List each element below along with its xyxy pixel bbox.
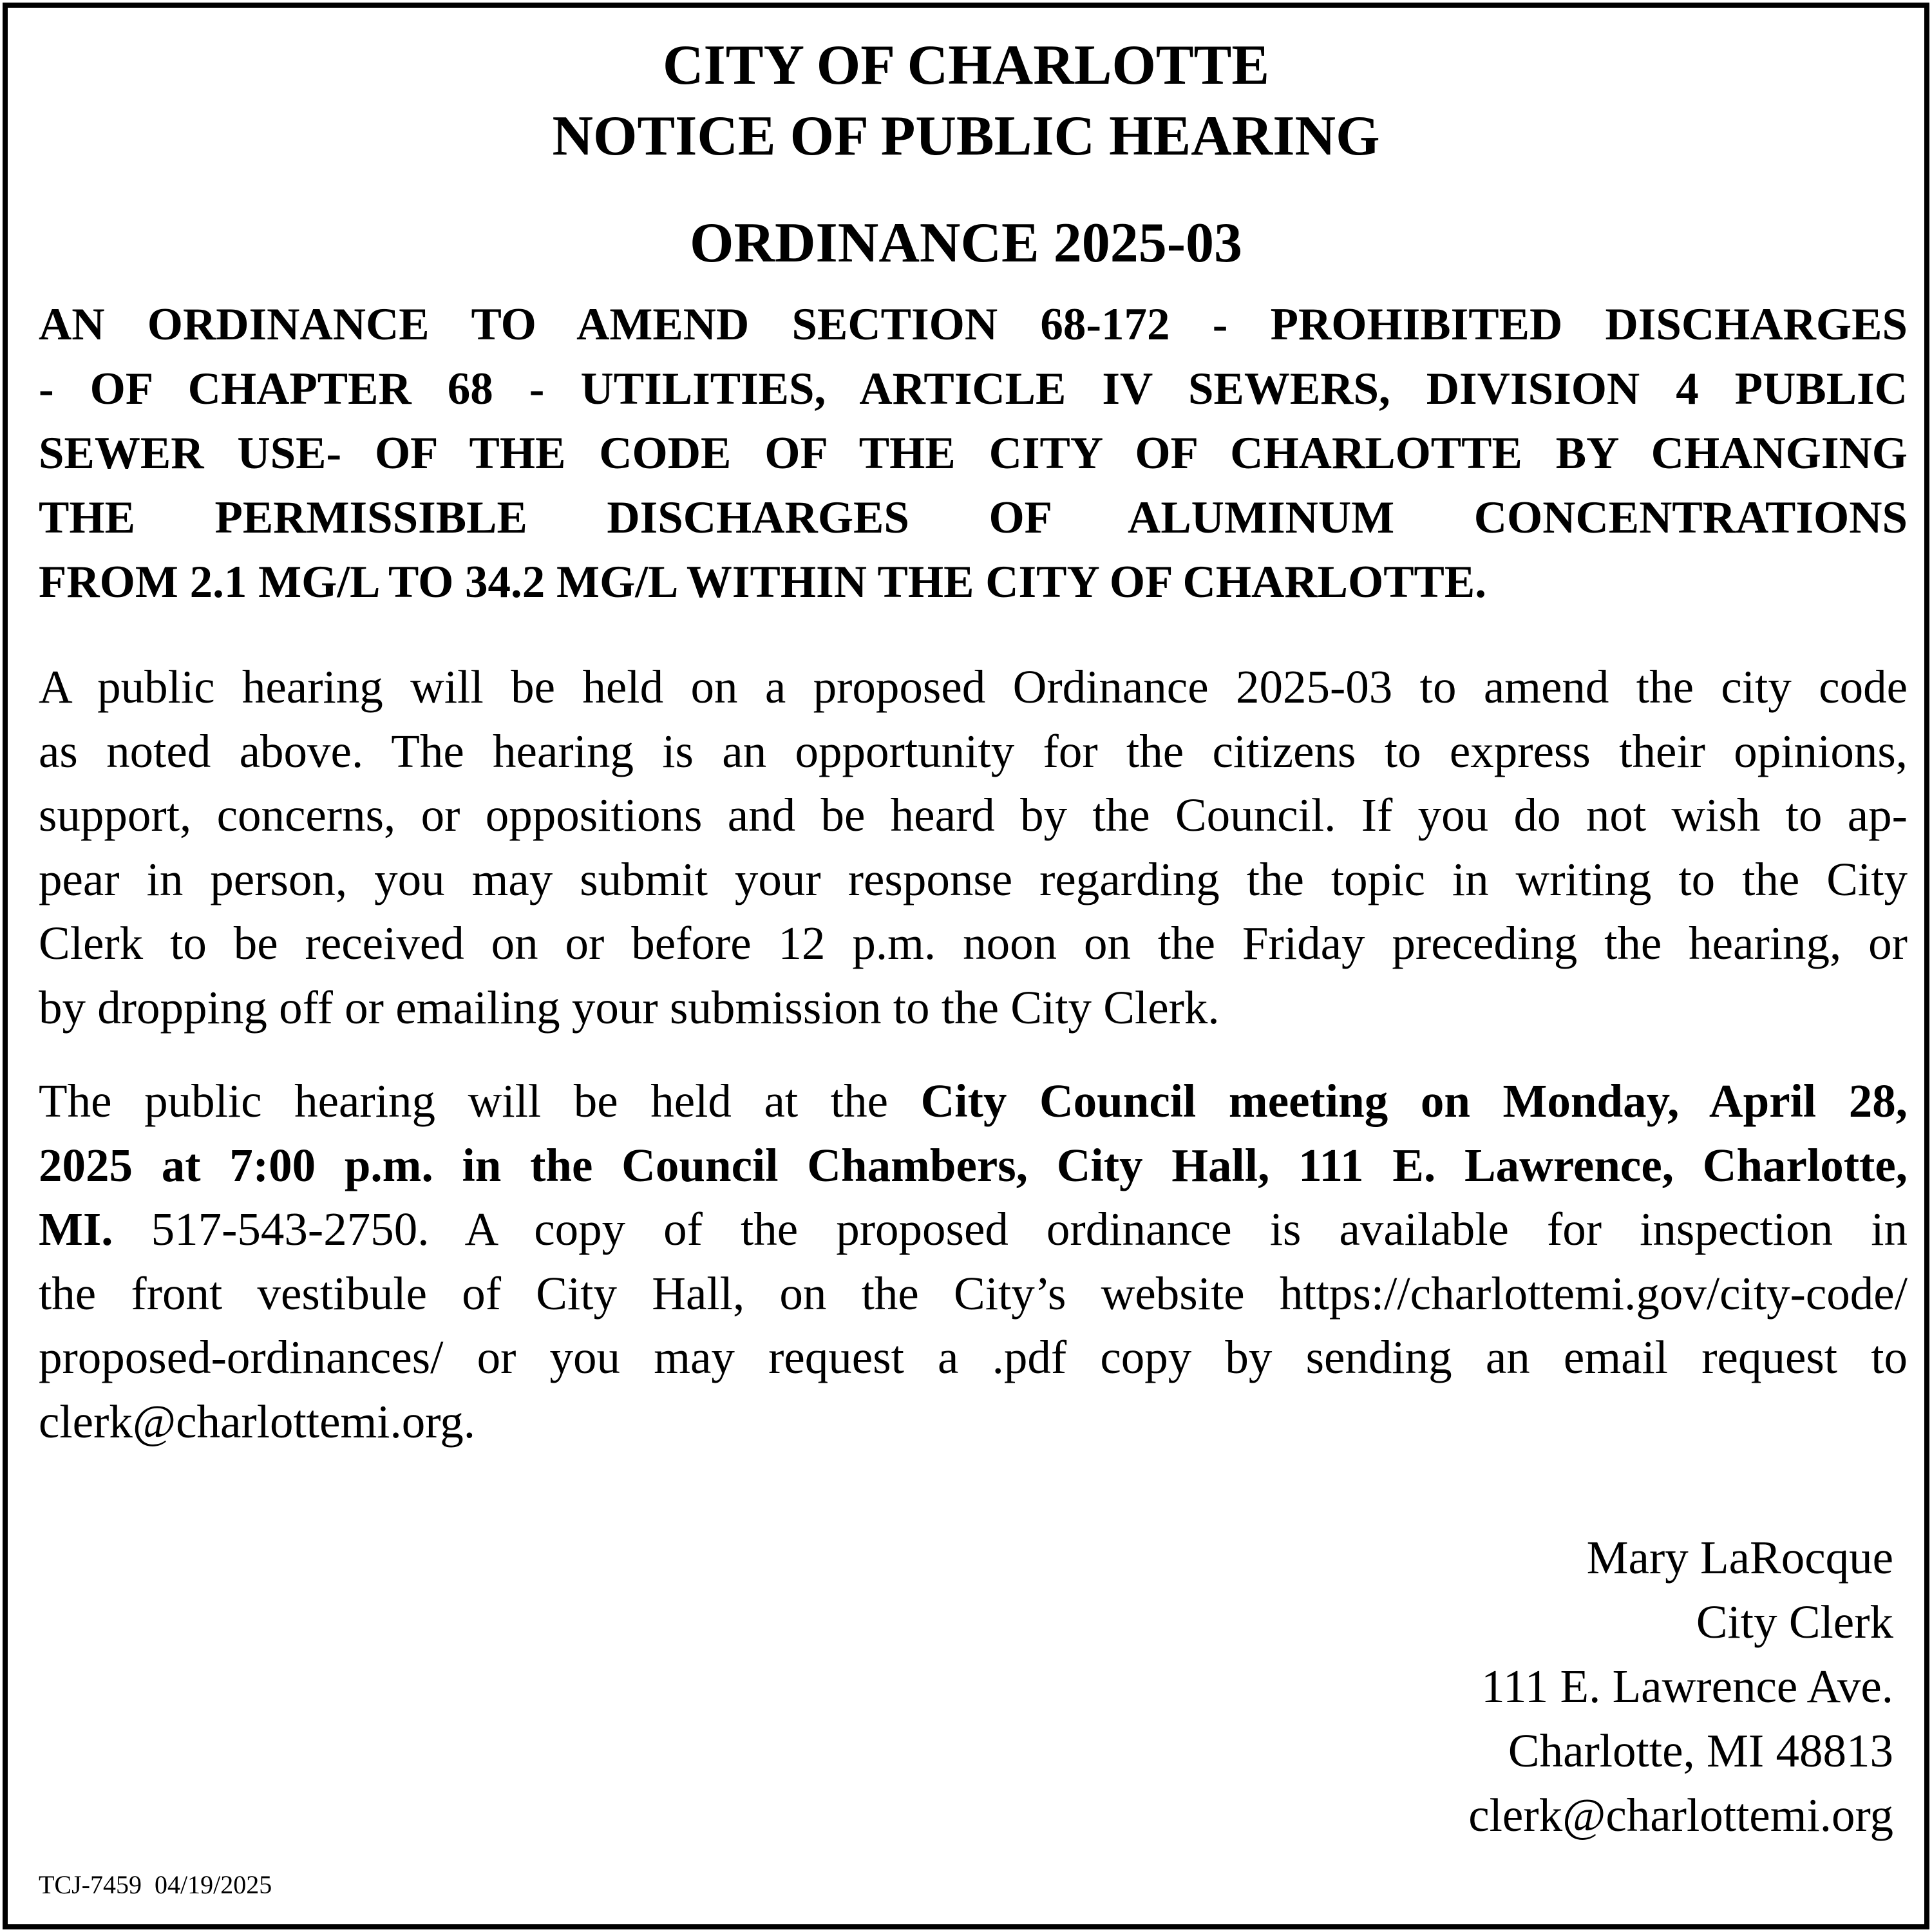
paragraph-line: by dropping off or emailing your submission to the City Clerk. xyxy=(39,981,1220,1034)
paragraph-line: pear in person, you may submit your response regarding the topic in writing to the City xyxy=(39,853,1908,905)
hearing-details-paragraph xyxy=(39,1069,1908,1454)
paragraph-line xyxy=(39,1197,1908,1262)
paragraph-line: A public hearing will be held on a proposed Ordinance 2025-03 to amend the city code xyxy=(39,661,1908,713)
paragraph-line: proposed-ordinances/ or you may request a .pdf copy by sending an email request to xyxy=(39,1331,1908,1383)
paragraph-line xyxy=(39,1133,1908,1198)
ordinance-title-line: THE PERMISSIBLE DISCHARGES OF ALUMINUM CONCENTRATIONS xyxy=(39,493,1908,543)
hearing-intro-text: The public hearing will be held at the xyxy=(39,1075,921,1127)
notice-heading: NOTICE OF PUBLIC HEARING xyxy=(552,105,1380,167)
ordinance-title-line: AN ORDINANCE TO AMEND SECTION 68-172 - PROHIBITED DISCHARGES xyxy=(39,299,1908,350)
meeting-date-text: City Council meeting on Monday, April 28, xyxy=(920,1075,1908,1127)
clerk-title: City Clerk xyxy=(1696,1596,1893,1648)
meeting-time-location-text: 2025 at 7:00 p.m. in the Council Chambers, City Hall, 111 E. Lawrence, Charlotte, xyxy=(39,1139,1908,1191)
publication-id: TCJ-7459 04/19/2025 xyxy=(39,1870,272,1899)
paragraph-line: as noted above. The hearing is an opportunity for the citizens to express their opinions, xyxy=(39,724,1908,777)
clerk-address: 111 E. Lawrence Ave. xyxy=(1481,1660,1893,1712)
meeting-state-text: MI. xyxy=(39,1203,113,1255)
signature-block xyxy=(1468,1526,1893,1848)
website-line[interactable]: the front vestibule of City Hall, on the City’s website https://charlottemi.gov/city-code/ xyxy=(39,1267,1908,1320)
clerk-city-state-zip: Charlotte, MI 48813 xyxy=(1508,1725,1893,1777)
paragraph-line xyxy=(39,1069,1908,1133)
city-heading: CITY OF CHARLOTTE xyxy=(662,34,1270,97)
ordinance-title-line: - OF CHAPTER 68 - UTILITIES, ARTICLE IV SEWERS, DIVISION 4 PUBLIC xyxy=(39,364,1908,414)
public-notice xyxy=(3,3,1929,1929)
ordinance-title xyxy=(39,292,1908,614)
clerk-name: Mary LaRocque xyxy=(1586,1531,1893,1584)
ordinance-title-line: SEWER USE- OF THE CODE OF THE CITY OF CHARLOTTE BY CHANGING xyxy=(39,428,1908,478)
hearing-description-paragraph xyxy=(39,655,1908,1039)
ordinance-title-line: FROM 2.1 MG/L TO 34.2 MG/L WITHIN THE CITY OF CHARLOTTE. xyxy=(39,557,1487,607)
ordinance-heading: ORDINANCE 2025-03 xyxy=(690,212,1242,274)
paragraph-line: support, concerns, or oppositions and be heard by the Council. If you do not wish to ap- xyxy=(39,789,1908,841)
clerk-email[interactable]: clerk@charlottemi.org xyxy=(1468,1789,1893,1841)
paragraph-line: Clerk to be received on or before 12 p.m. noon on the Friday preceding the hearing, or xyxy=(39,917,1908,969)
phone-and-copy-text: 517-543-2750. A copy of the proposed ordinance is available for inspection in xyxy=(113,1203,1908,1255)
email-line[interactable]: clerk@charlottemi.org. xyxy=(39,1395,476,1448)
